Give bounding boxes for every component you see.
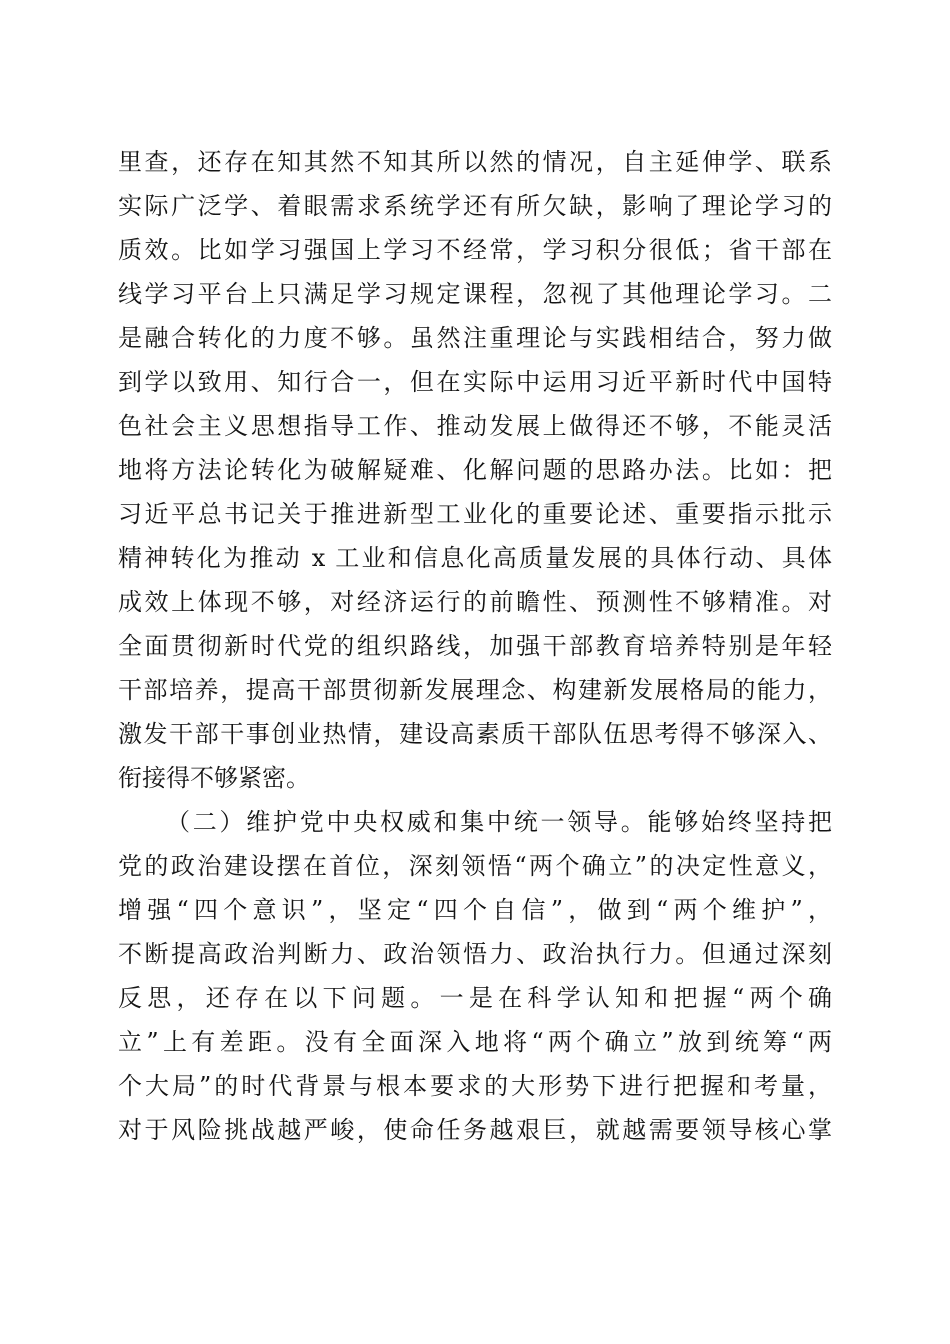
section-heading-line: （二）维护党中央权威和集中统一领导。能够始终坚持把: [166, 808, 832, 836]
text-line: 成效上体现不够，对经济运行的前瞻性、预测性不够精准。对: [118, 588, 832, 616]
text-line: 干部培养，提高干部贯彻新发展理念、构建新发展格局的能力，: [118, 676, 832, 704]
text-line: 个大局”的时代背景与根本要求的大形势下进行把握和考量，: [118, 1072, 832, 1100]
text-line: 反思，还存在以下问题。一是在科学认知和把握“两个确: [118, 984, 832, 1012]
paragraph-1: [118, 140, 832, 800]
text-line: 到学以致用、知行合一，但在实际中运用习近平新时代中国特: [118, 368, 832, 396]
text-line: 实际广泛学、着眼需求系统学还有所欠缺，影响了理论学习的: [118, 192, 832, 220]
text-line: 地将方法论转化为破解疑难、化解问题的思路办法。比如：把: [118, 456, 832, 484]
text-line: 对于风险挑战越严峻，使命任务越艰巨，就越需要领导核心掌: [118, 1116, 832, 1144]
text-line: 增强“四个意识”，坚定“四个自信”，做到“两个维护”，: [118, 896, 832, 924]
text-line: 立”上有差距。没有全面深入地将“两个确立”放到统筹“两: [118, 1028, 832, 1056]
text-line: 色社会主义思想指导工作、推动发展上做得还不够，不能灵活: [118, 412, 832, 440]
text-line: 线学习平台上只满足学习规定课程，忽视了其他理论学习。二: [118, 280, 832, 308]
text-line: 里查，还存在知其然不知其所以然的情况，自主延伸学、联系: [118, 148, 832, 176]
text-line: 党的政治建设摆在首位，深刻领悟“两个确立”的决定性意义，: [118, 852, 832, 880]
text-line: 激发干部干事创业热情，建设高素质干部队伍思考得不够深入、: [118, 720, 832, 748]
text-line: 质效。比如学习强国上学习不经常，学习积分很低；省干部在: [118, 236, 832, 264]
document-body: [118, 140, 832, 1152]
text-line: 衔接得不够紧密。: [118, 764, 310, 792]
text-line: 全面贯彻新时代党的组织路线，加强干部教育培养特别是年轻: [118, 632, 832, 660]
text-line: 不断提高政治判断力、政治领悟力、政治执行力。但通过深刻: [118, 940, 832, 968]
text-line: 是融合转化的力度不够。虽然注重理论与实践相结合，努力做: [118, 324, 832, 352]
text-line: 精神转化为推动 x 工业和信息化高质量发展的具体行动、具体: [118, 544, 832, 572]
text-line: 习近平总书记关于推进新型工业化的重要论述、重要指示批示: [118, 500, 832, 528]
paragraph-2: [118, 800, 832, 1152]
